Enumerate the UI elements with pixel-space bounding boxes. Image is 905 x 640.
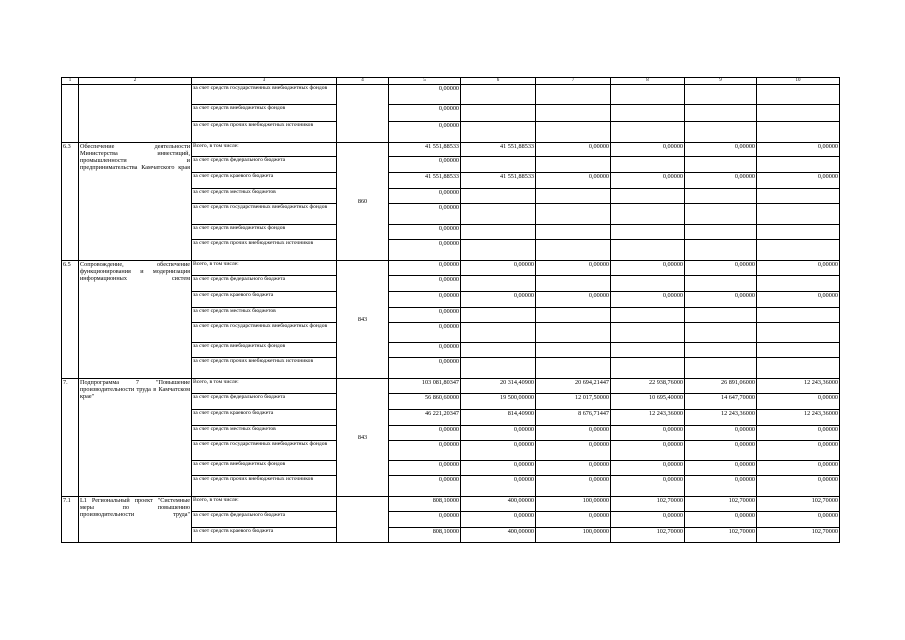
amount-cell: [611, 105, 685, 122]
amount-cell: 0,00000: [611, 476, 685, 497]
amount-cell: [461, 189, 536, 204]
amount-cell: [461, 308, 536, 323]
amount-cell: 0,00000: [389, 157, 461, 173]
amount-cell: 0,00000: [536, 143, 611, 157]
amount-cell: [611, 276, 685, 292]
amount-cell: 0,00000: [536, 476, 611, 497]
amount-cell: 0,00000: [611, 143, 685, 157]
amount-cell: 56 860,60000: [389, 394, 461, 410]
budget-code: 843: [337, 261, 389, 379]
amount-cell: 0,00000: [389, 323, 461, 343]
amount-cell: 41 551,88533: [461, 173, 536, 189]
funding-source: Всего, в том числе:: [192, 143, 337, 157]
funding-source: за счет средств прочих внебюджетных источников: [192, 358, 337, 379]
column-header-6: 6: [461, 78, 536, 85]
table-row: [62, 85, 840, 105]
item-name: L1 Региональный проект "Системные меры по повышению производительности труда": [79, 497, 192, 543]
amount-cell: 14 647,70000: [685, 394, 757, 410]
amount-cell: 0,00000: [389, 276, 461, 292]
funding-source: за счет средств краевого бюджета: [192, 528, 337, 543]
amount-cell: 41 551,88533: [389, 143, 461, 157]
funding-source: за счет средств федерального бюджета: [192, 394, 337, 410]
table-row: [62, 497, 840, 512]
amount-cell: 0,00000: [461, 512, 536, 528]
amount-cell: 0,00000: [389, 441, 461, 461]
amount-cell: 46 221,20347: [389, 410, 461, 426]
funding-source: за счет средств прочих внебюджетных источников: [192, 240, 337, 261]
amount-cell: [757, 157, 840, 173]
row-number: 7.: [62, 379, 79, 497]
amount-cell: [685, 343, 757, 358]
funding-source: за счет средств внебюджетных фондов: [192, 343, 337, 358]
amount-cell: 100,00000: [536, 528, 611, 543]
amount-cell: [461, 122, 536, 143]
item-name: [79, 85, 192, 143]
amount-cell: 26 891,06000: [685, 379, 757, 394]
amount-cell: [536, 343, 611, 358]
amount-cell: [536, 240, 611, 261]
header-row: [62, 78, 840, 85]
amount-cell: [611, 189, 685, 204]
amount-cell: [685, 358, 757, 379]
amount-cell: [611, 157, 685, 173]
amount-cell: [536, 323, 611, 343]
column-header-8: 8: [611, 78, 685, 85]
amount-cell: 0,00000: [611, 426, 685, 441]
amount-cell: [757, 358, 840, 379]
amount-cell: 12 243,36000: [611, 410, 685, 426]
amount-cell: 0,00000: [611, 441, 685, 461]
amount-cell: 0,00000: [685, 476, 757, 497]
amount-cell: 0,00000: [536, 292, 611, 308]
amount-cell: 0,00000: [389, 292, 461, 308]
amount-cell: 0,00000: [461, 461, 536, 476]
amount-cell: [611, 240, 685, 261]
amount-cell: 12 243,36000: [685, 410, 757, 426]
amount-cell: [611, 358, 685, 379]
column-header-7: 7: [536, 78, 611, 85]
amount-cell: [685, 204, 757, 225]
amount-cell: [757, 343, 840, 358]
funding-source: за счет средств федерального бюджета: [192, 276, 337, 292]
funding-source: Всего, в том числе:: [192, 379, 337, 394]
amount-cell: 400,00000: [461, 497, 536, 512]
column-header-3: 3: [192, 78, 337, 85]
amount-cell: 0,00000: [389, 461, 461, 476]
budget-code: [337, 85, 389, 143]
funding-source: за счет средств государственных внебюджетных фондов: [192, 441, 337, 461]
amount-cell: [461, 85, 536, 105]
amount-cell: [611, 122, 685, 143]
amount-cell: 0,00000: [536, 173, 611, 189]
amount-cell: 20 694,21447: [536, 379, 611, 394]
amount-cell: [536, 225, 611, 240]
amount-cell: 0,00000: [536, 461, 611, 476]
amount-cell: 20 314,40900: [461, 379, 536, 394]
amount-cell: 0,00000: [685, 261, 757, 276]
amount-cell: 102,70000: [611, 497, 685, 512]
amount-cell: [757, 189, 840, 204]
amount-cell: 0,00000: [611, 461, 685, 476]
amount-cell: 22 938,76000: [611, 379, 685, 394]
amount-cell: 102,70000: [757, 528, 840, 543]
amount-cell: [757, 323, 840, 343]
budget-code: 860: [337, 143, 389, 261]
amount-cell: [611, 204, 685, 225]
amount-cell: 0,00000: [757, 173, 840, 189]
amount-cell: [685, 157, 757, 173]
funding-source: за счет средств государственных внебюджетных фондов: [192, 323, 337, 343]
amount-cell: 41 551,88533: [461, 143, 536, 157]
amount-cell: 0,00000: [757, 512, 840, 528]
amount-cell: 0,00000: [685, 426, 757, 441]
amount-cell: 0,00000: [461, 441, 536, 461]
amount-cell: [536, 105, 611, 122]
funding-source: за счет средств местных бюджетов: [192, 189, 337, 204]
amount-cell: 0,00000: [389, 122, 461, 143]
amount-cell: [461, 276, 536, 292]
amount-cell: 0,00000: [536, 426, 611, 441]
amount-cell: 41 551,88533: [389, 173, 461, 189]
funding-source: за счет средств прочих внебюджетных источников: [192, 122, 337, 143]
amount-cell: 12 243,36000: [757, 410, 840, 426]
amount-cell: 0,00000: [757, 426, 840, 441]
amount-cell: 102,70000: [611, 528, 685, 543]
funding-source: за счет средств местных бюджетов: [192, 426, 337, 441]
amount-cell: 0,00000: [757, 441, 840, 461]
amount-cell: 0,00000: [685, 143, 757, 157]
amount-cell: [685, 189, 757, 204]
budget-code: 843: [337, 379, 389, 497]
table-row: [62, 143, 840, 157]
amount-cell: [757, 122, 840, 143]
amount-cell: 0,00000: [536, 512, 611, 528]
amount-cell: [536, 358, 611, 379]
amount-cell: [757, 225, 840, 240]
amount-cell: 0,00000: [611, 512, 685, 528]
column-header-9: 9: [685, 78, 757, 85]
amount-cell: [461, 323, 536, 343]
amount-cell: 0,00000: [461, 426, 536, 441]
amount-cell: 0,00000: [685, 461, 757, 476]
amount-cell: [461, 105, 536, 122]
amount-cell: 0,00000: [685, 292, 757, 308]
funding-source: за счет средств прочих внебюджетных источников: [192, 476, 337, 497]
amount-cell: 0,00000: [389, 225, 461, 240]
amount-cell: [461, 157, 536, 173]
amount-cell: 102,70000: [685, 497, 757, 512]
amount-cell: 0,00000: [461, 292, 536, 308]
item-name: Обеспечение деятельности Министерства инвестиций, промышленности и предпринимательства Камчатского края: [79, 143, 192, 261]
amount-cell: 0,00000: [389, 204, 461, 225]
funding-source: за счет средств государственных внебюджетных фондов: [192, 85, 337, 105]
amount-cell: 0,00000: [389, 240, 461, 261]
amount-cell: 0,00000: [389, 189, 461, 204]
amount-cell: 0,00000: [461, 261, 536, 276]
amount-cell: [757, 204, 840, 225]
funding-source: за счет средств местных бюджетов: [192, 308, 337, 323]
amount-cell: [685, 85, 757, 105]
amount-cell: 12 243,36000: [757, 379, 840, 394]
amount-cell: [536, 122, 611, 143]
funding-source: за счет средств федерального бюджета: [192, 512, 337, 528]
item-name: Сопровождение, обеспечение функционирования и модернизация информационных систем: [79, 261, 192, 379]
row-number: [62, 85, 79, 143]
amount-cell: 100,00000: [536, 497, 611, 512]
amount-cell: 0,00000: [611, 261, 685, 276]
amount-cell: [757, 85, 840, 105]
amount-cell: [685, 308, 757, 323]
amount-cell: 0,00000: [611, 292, 685, 308]
amount-cell: [685, 105, 757, 122]
amount-cell: [757, 105, 840, 122]
amount-cell: 0,00000: [757, 476, 840, 497]
funding-source: за счет средств краевого бюджета: [192, 292, 337, 308]
amount-cell: [611, 225, 685, 240]
funding-source: за счет средств краевого бюджета: [192, 410, 337, 426]
amount-cell: [611, 308, 685, 323]
amount-cell: [757, 308, 840, 323]
amount-cell: 0,00000: [685, 512, 757, 528]
amount-cell: [685, 240, 757, 261]
funding-source: за счет средств краевого бюджета: [192, 173, 337, 189]
column-header-4: 4: [337, 78, 389, 85]
amount-cell: 0,00000: [389, 426, 461, 441]
amount-cell: [685, 122, 757, 143]
table-row: [62, 379, 840, 394]
column-header-1: 1: [62, 78, 79, 85]
amount-cell: 0,00000: [757, 261, 840, 276]
amount-cell: [611, 85, 685, 105]
row-number: 7.1: [62, 497, 79, 543]
amount-cell: [611, 323, 685, 343]
amount-cell: 0,00000: [611, 173, 685, 189]
amount-cell: 0,00000: [461, 476, 536, 497]
amount-cell: 808,10000: [389, 528, 461, 543]
amount-cell: [536, 204, 611, 225]
amount-cell: [536, 276, 611, 292]
amount-cell: 103 081,80347: [389, 379, 461, 394]
amount-cell: 0,00000: [685, 441, 757, 461]
funding-source: за счет средств федерального бюджета: [192, 157, 337, 173]
column-header-10: 10: [757, 78, 840, 85]
funding-source: Всего, в том числе:: [192, 497, 337, 512]
amount-cell: 0,00000: [389, 85, 461, 105]
amount-cell: 0,00000: [389, 308, 461, 323]
amount-cell: [757, 240, 840, 261]
amount-cell: [461, 343, 536, 358]
amount-cell: [685, 276, 757, 292]
amount-cell: [611, 343, 685, 358]
amount-cell: [685, 323, 757, 343]
amount-cell: [461, 204, 536, 225]
budget-code: [337, 497, 389, 543]
amount-cell: 0,00000: [536, 441, 611, 461]
amount-cell: [536, 189, 611, 204]
amount-cell: 0,00000: [757, 394, 840, 410]
amount-cell: 400,00000: [461, 528, 536, 543]
amount-cell: 102,70000: [685, 528, 757, 543]
amount-cell: 0,00000: [389, 261, 461, 276]
amount-cell: 0,00000: [757, 461, 840, 476]
amount-cell: 814,40900: [461, 410, 536, 426]
amount-cell: [461, 240, 536, 261]
funding-source: Всего, в том числе:: [192, 261, 337, 276]
table-row: [62, 261, 840, 276]
amount-cell: 10 695,40000: [611, 394, 685, 410]
row-number: 6.5: [62, 261, 79, 379]
item-name: Подпрограмма 7 "Повышение производительности труда в Камчатском крае": [79, 379, 192, 497]
amount-cell: 102,70000: [757, 497, 840, 512]
amount-cell: 0,00000: [757, 292, 840, 308]
amount-cell: 19 500,00000: [461, 394, 536, 410]
column-header-2: 2: [79, 78, 192, 85]
amount-cell: [536, 308, 611, 323]
amount-cell: 0,00000: [757, 143, 840, 157]
amount-cell: 0,00000: [389, 343, 461, 358]
amount-cell: [536, 157, 611, 173]
amount-cell: [685, 225, 757, 240]
amount-cell: 12 017,50000: [536, 394, 611, 410]
amount-cell: [757, 276, 840, 292]
amount-cell: 0,00000: [389, 105, 461, 122]
amount-cell: 0,00000: [389, 358, 461, 379]
amount-cell: 0,00000: [389, 512, 461, 528]
funding-source: за счет средств государственных внебюджетных фондов: [192, 204, 337, 225]
funding-source: за счет средств внебюджетных фондов: [192, 225, 337, 240]
amount-cell: 808,10000: [389, 497, 461, 512]
amount-cell: [461, 225, 536, 240]
budget-table: [61, 77, 840, 543]
funding-source: за счет средств внебюджетных фондов: [192, 461, 337, 476]
funding-source: за счет средств внебюджетных фондов: [192, 105, 337, 122]
column-header-5: 5: [389, 78, 461, 85]
row-number: 6.3: [62, 143, 79, 261]
amount-cell: 0,00000: [389, 476, 461, 497]
amount-cell: [536, 85, 611, 105]
amount-cell: 8 676,71447: [536, 410, 611, 426]
amount-cell: [461, 358, 536, 379]
amount-cell: 0,00000: [536, 261, 611, 276]
amount-cell: 0,00000: [685, 173, 757, 189]
